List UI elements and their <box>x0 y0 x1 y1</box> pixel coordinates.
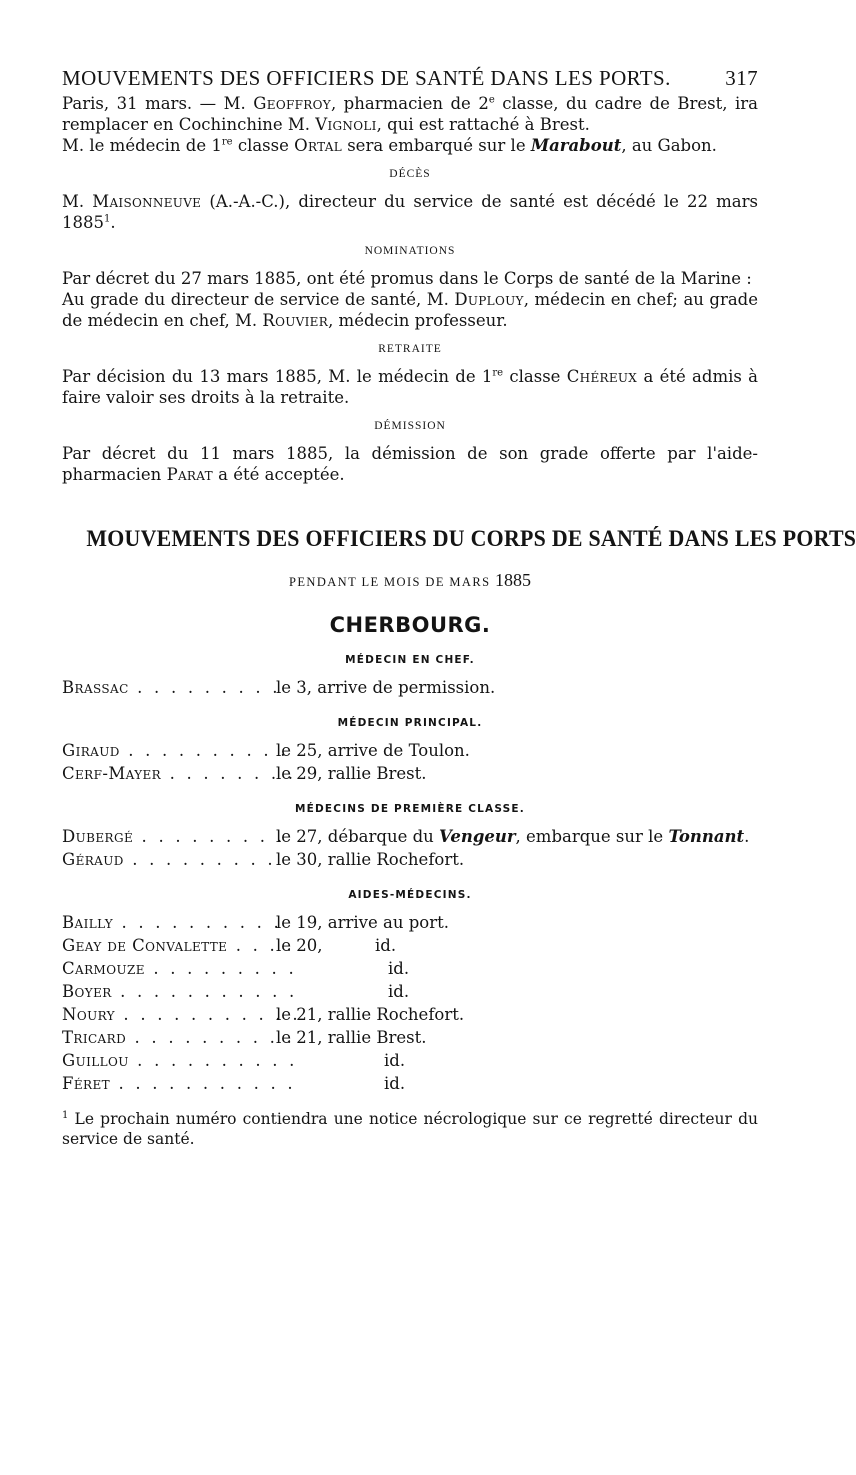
entry-name: Brassac . . . . . . . . . <box>62 678 281 697</box>
person-name: Vignoli <box>315 115 377 134</box>
entry-text: id. <box>388 982 410 1001</box>
entry-name: Géraud . . . . . . . . . <box>62 850 276 869</box>
section-heading-retraite: RETRAITE <box>378 343 442 355</box>
list-item <box>62 957 758 980</box>
person-name: Duplouy <box>454 290 524 309</box>
entry-text: id. <box>384 1051 406 1070</box>
list-item <box>62 676 758 699</box>
rank-heading-chef: MÉDECIN EN CHEF. <box>345 654 475 666</box>
list-item <box>62 934 758 957</box>
list-item <box>62 739 758 762</box>
period-subheading: PENDANT LE MOIS DE MARS 1885 <box>289 570 531 590</box>
paragraph-nominations-1: Par décret du 27 mars 1885, ont été promus dans le Corps de santé de la Marine : <box>62 269 752 288</box>
entry-text: le 25, arrive de Toulon. <box>276 741 470 760</box>
entry-text: le 30, rallie Rochefort. <box>276 850 465 869</box>
entry-name: Féret . . . . . . . . . . . <box>62 1074 296 1093</box>
entry-text: le 29, rallie Brest. <box>276 764 427 783</box>
entry-name: Dubergé . . . . . . . . . <box>62 827 286 846</box>
ship-name: Tonnant <box>668 827 745 846</box>
rank-heading-principal: MÉDECIN PRINCIPAL. <box>337 717 483 729</box>
page <box>62 58 856 1149</box>
entry-name: Carmouze . . . . . . . . . <box>62 959 297 978</box>
entry-text: le 21, rallie Rochefort. <box>276 1005 465 1024</box>
person-name: Rouvier <box>262 311 329 330</box>
list-item <box>62 911 758 934</box>
entry-text: id. <box>388 959 410 978</box>
city-heading: CHERBOURG. <box>329 613 491 637</box>
paragraph-demission: Par décret du 11 mars 1885, la démission de son grade offerte par l'aide-pharmacien Parat a été acceptée. <box>62 444 758 484</box>
paragraph-deces: M. Maisonneuve (A.-A.-C.), directeur du service de santé est décédé le 22 mars 1885$^1$. <box>62 192 758 232</box>
rank-heading-premiere: MÉDECINS DE PREMIÈRE CLASSE. <box>294 803 525 815</box>
footnote: $^1$ Le prochain numéro contiendra une notice nécrologique sur ce regretté directeur du service de santé. <box>62 1109 758 1148</box>
entry-name: Bailly . . . . . . . . . . <box>62 913 282 932</box>
entry-name: Giraud . . . . . . . . . . <box>62 741 289 760</box>
paragraph-ortal: M. le médecin de 1re classe Ortal sera embarqué sur le Marabout, au Gabon. <box>62 136 717 155</box>
footnote-ref: 1 <box>104 213 111 225</box>
ship-name: Vengeur <box>439 827 516 846</box>
list-item <box>62 1049 758 1072</box>
footnote-marker: 1 <box>62 1109 69 1121</box>
person-name: Maisonneuve <box>92 192 202 211</box>
entry-text: le 19, arrive au port. <box>276 913 449 932</box>
list-item <box>62 762 758 785</box>
paragraph-nominations-2: Au grade du directeur de service de santé, M. Duplouy, médecin en chef; au grade de médecin en chef, M. Rouvier, médecin professeur. <box>62 290 758 330</box>
paragraph-retraite: Par décision du 13 mars 1885, M. le médecin de 1re classe Chéreux a été admis à faire valoir ses droits à la retraite. <box>62 367 758 407</box>
entry-name: Noury . . . . . . . . . . . <box>62 1005 301 1024</box>
list-item <box>62 1003 758 1026</box>
entry-text: le 3, arrive de permission. <box>276 678 496 697</box>
entry-name: Guillou . . . . . . . . . . <box>62 1051 298 1070</box>
entry-name: Boyer . . . . . . . . . . . <box>62 982 298 1001</box>
person-name: Chéreux <box>566 367 638 386</box>
person-name: Geoffroy <box>253 94 331 113</box>
running-head <box>62 68 758 89</box>
ship-name: Marabout <box>530 136 622 155</box>
entry-name: Tricard . . . . . . . . . . <box>62 1028 295 1047</box>
entry-name: Geay de Convalette . . . . <box>62 936 295 955</box>
list-item <box>62 1026 758 1049</box>
person-name: Ortal <box>294 136 342 155</box>
section-heading-demission: DÉMISSION <box>374 420 446 432</box>
entry-text: le 21, rallie Brest. <box>276 1028 427 1047</box>
paragraph-geoffroy: Paris, 31 mars. — M. Geoffroy, pharmacien de 2e classe, du cadre de Brest, ira remplacer en Cochinchine M. Vignoli, qui est rattaché à Brest. <box>62 94 758 134</box>
entry-text: le 27, débarque du Vengeur, embarque sur le Tonnant. <box>276 827 750 846</box>
list-item <box>62 980 758 1003</box>
entry-text: le 20, id. <box>276 936 397 955</box>
entry-name: Cerf-Mayer . . . . . . . . <box>62 764 297 783</box>
entry-text: id. <box>384 1074 406 1093</box>
person-name: Parat <box>166 465 213 484</box>
rank-heading-aides: AIDES-MÉDECINS. <box>348 889 472 901</box>
list-item <box>62 1072 758 1095</box>
list-item <box>62 848 758 871</box>
section-heading-deces: DÉCÈS <box>389 168 431 180</box>
section-heading-nominations: NOMINATIONS <box>364 245 456 257</box>
running-head-title: MOUVEMENTS DES OFFICIERS DE SANTÉ DANS LES PORTS. <box>62 66 671 90</box>
page-number: 317 <box>725 66 758 90</box>
main-heading: MOUVEMENTS DES OFFICIERS DU CORPS DE SANTÉ DANS LES PORTS <box>86 526 856 552</box>
list-item <box>62 825 758 848</box>
